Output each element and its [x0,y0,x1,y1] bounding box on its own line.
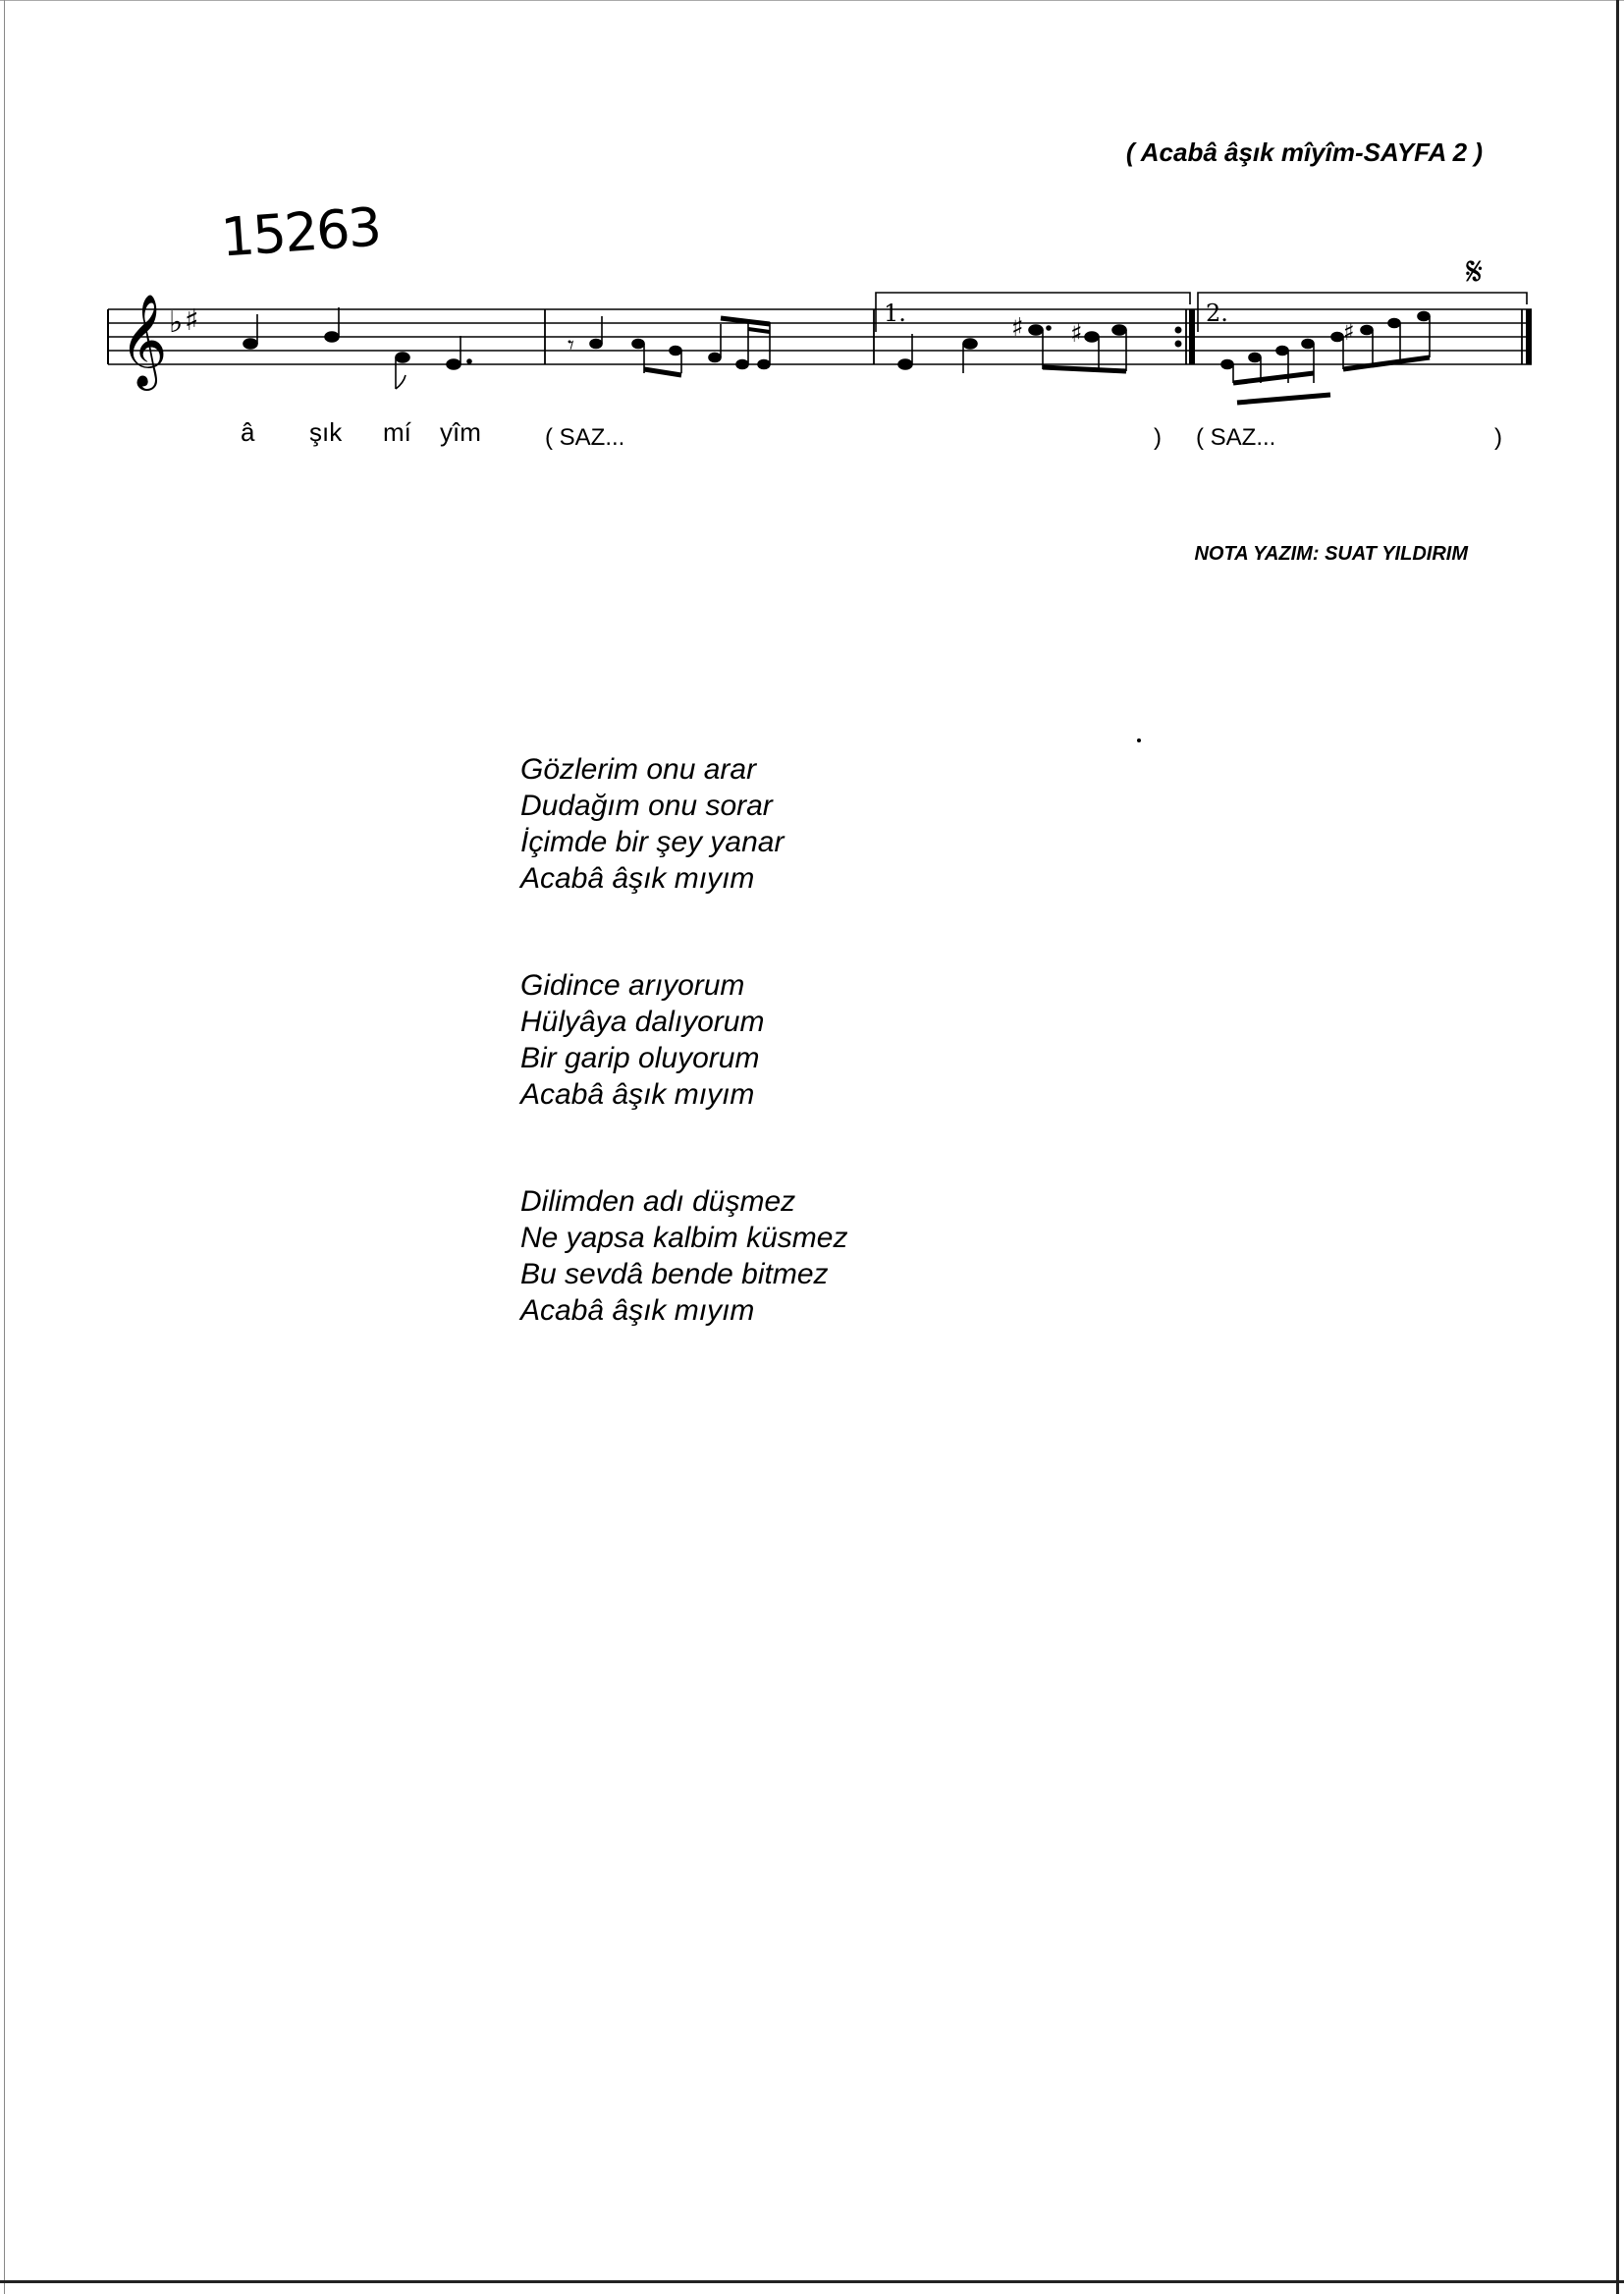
page-edge-right [1616,0,1619,2294]
saz-open-2: ( SAZ... [1196,424,1276,451]
handwritten-catalog-number: 15263 [218,195,382,269]
page-edge-left [4,0,5,2294]
verse-line: Bu sevdâ bende bitmez [520,1258,829,1290]
svg-text:𝄾: 𝄾 [568,331,574,360]
verse-line: Dudağım onu sorar [520,790,773,822]
saz-close-2: ) [1494,424,1502,451]
lyric-syllable-4: yîm [440,417,481,447]
stanza-2 [520,967,847,1113]
stanza-1 [520,751,847,897]
sharp-sign-icon: ♯ [185,303,199,338]
measure-4 [1221,312,1430,404]
segno-icon: 𝄋 [1466,249,1484,295]
verse-line: Bir garip oluyorum [520,1042,760,1074]
music-staff [98,246,1542,422]
volta-2-bracket [1198,293,1527,332]
verse-line: Acabâ âşık mıyım [520,862,755,895]
treble-clef-icon: 𝄞 [120,294,168,387]
verse-line: Gözlerim onu arar [520,753,757,786]
verse-line: Acabâ âşık mıyım [520,1294,755,1327]
svg-text:♯: ♯ [1070,319,1083,349]
verse-line: Dilimden adı düşmez [520,1185,796,1218]
page-edge-top [0,0,1624,1]
saz-open-1: ( SAZ... [545,424,625,451]
flat-sign-icon: ♭ [169,305,184,340]
stanza-3 [520,1183,847,1329]
lyrics-verses [520,751,847,1399]
saz-close-1: ) [1154,424,1162,451]
notation-credit: NOTA YAZIM: SUAT YILDIRIM [1194,543,1468,565]
svg-text:♯: ♯ [1011,313,1024,343]
verse-line: Gidince arıyorum [520,969,745,1002]
page-title: ( Acabâ âşık mîyîm-SAYFA 2 ) [1125,137,1483,167]
measure-1 [244,307,471,389]
svg-text:♯: ♯ [1343,318,1355,346]
verse-line: İçimde bir şey yanar [520,826,785,858]
staff-lines [108,309,1532,364]
verse-line: Ne yapsa kalbim küsmez [520,1222,848,1254]
lyric-syllable-3: mí [383,417,411,447]
verse-line: Hülyâya dalıyorum [520,1006,765,1038]
verse-line: Acabâ âşık mıyım [520,1078,755,1111]
volta-2-label: 2. [1206,300,1228,327]
page-edge-bottom [0,2280,1624,2283]
lyric-syllable-1: â [241,417,255,447]
scan-speck [1137,738,1141,742]
measure-2 [568,316,770,375]
lyric-syllable-2: şık [309,417,343,447]
volta-1-label: 1. [884,300,906,327]
